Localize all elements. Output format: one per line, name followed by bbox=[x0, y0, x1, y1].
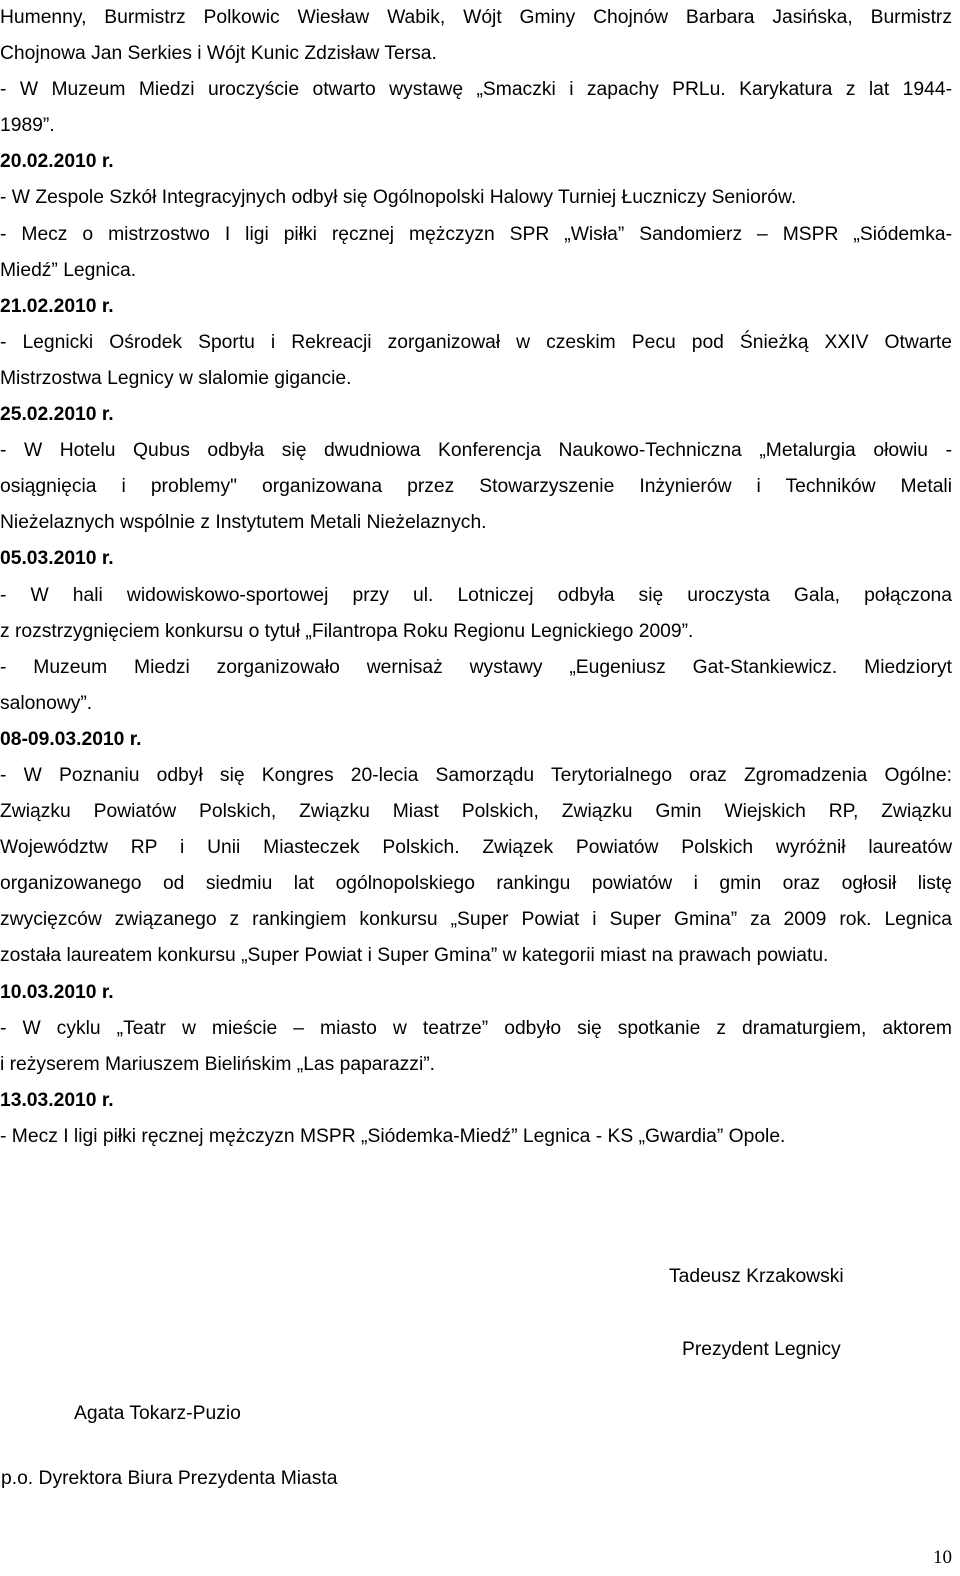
date-heading: 25.02.2010 r. bbox=[0, 404, 114, 426]
date-heading: 21.02.2010 r. bbox=[0, 295, 114, 317]
text-line: salonowy”. bbox=[0, 692, 93, 714]
text-line: - W Hotelu Qubus odbyła się dwudniowa Konferencja Naukowo-Techniczna „Metalurgia ołowiu - bbox=[0, 440, 952, 462]
text-line: Chojnowa Jan Serkies i Wójt Kunic Zdzisław Tersa. bbox=[0, 43, 437, 65]
text-line: - W Zespole Szkół Integracyjnych odbył się Ogólnopolski Halowy Turniej Łuczniczy Seniorów. bbox=[0, 187, 797, 209]
text-line: Związku Powiatów Polskich, Związku Miast Polskich, Związku Gmin Wiejskich RP, Związku bbox=[0, 801, 952, 823]
text-line: - Legnicki Ośrodek Sportu i Rekreacji zorganizował w czeskim Pecu pod Śnieżką XXIV Otwarte bbox=[0, 331, 952, 353]
date-heading: 20.02.2010 r. bbox=[0, 151, 114, 173]
text-line: Mistrzostwa Legnicy w slalomie gigancie. bbox=[0, 367, 352, 389]
date-heading: 13.03.2010 r. bbox=[0, 1089, 114, 1111]
text-line: osiągnięcia i problemy" organizowana przez Stowarzyszenie Inżynierów i Techników Metali bbox=[0, 476, 952, 498]
text-line: z rozstrzygnięciem konkursu o tytuł „Filantropa Roku Regionu Legnickiego 2009”. bbox=[0, 620, 694, 642]
text-line: zwycięzców związanego z rankingiem konkursu „Super Powiat i Super Gmina” za 2009 rok. Legnica bbox=[0, 909, 952, 931]
prepared-by-name: Agata Tokarz-Puzio bbox=[74, 1403, 241, 1424]
text-line: - Mecz o mistrzostwo I ligi piłki ręcznej mężczyzn SPR „Wisła” Sandomierz – MSPR „Siódemka- bbox=[0, 223, 952, 245]
text-line: 1989”. bbox=[0, 115, 55, 137]
text-line: - W Muzeum Miedzi uroczyście otwarto wystawę „Smaczki i zapachy PRLu. Karykatura z lat 1944- bbox=[0, 79, 952, 101]
date-heading: 08-09.03.2010 r. bbox=[0, 728, 142, 750]
text-line: - Mecz I ligi piłki ręcznej mężczyzn MSPR „Siódemka-Miedź” Legnica - KS „Gwardia” Opole. bbox=[0, 1125, 786, 1147]
page-number: 10 bbox=[933, 1547, 952, 1568]
text-line: i reżyserem Mariuszem Bielińskim „Las paparazzi”. bbox=[0, 1053, 436, 1075]
text-line: - W Poznaniu odbył się Kongres 20-lecia Samorządu Terytorialnego oraz Zgromadzenia Ogólne: bbox=[0, 764, 952, 786]
text-line: Humenny, Burmistrz Polkowic Wiesław Wabik, Wójt Gminy Chojnów Barbara Jasińska, Burmistrz bbox=[0, 7, 952, 28]
text-line: - Muzeum Miedzi zorganizowało wernisaż wystawy „Eugeniusz Gat-Stankiewicz. Miedzioryt bbox=[0, 656, 952, 678]
text-line: Miedź” Legnica. bbox=[0, 259, 137, 281]
text-line: organizowanego od siedmiu lat ogólnopolskiego rankingu powiatów i gmin oraz ogłosił listę bbox=[0, 873, 952, 895]
date-heading: 05.03.2010 r. bbox=[0, 548, 114, 570]
signatory-name: Tadeusz Krzakowski bbox=[669, 1266, 844, 1287]
text-line: została laureatem konkursu „Super Powiat i Super Gmina” w kategorii miast na prawach powiatu. bbox=[0, 945, 829, 967]
text-line: - W cyklu „Teatr w mieście – miasto w teatrze” odbyło się spotkanie z dramaturgiem, aktorem bbox=[0, 1017, 952, 1039]
text-line: Nieżelaznych wspólnie z Instytutem Metali Nieżelaznych. bbox=[0, 512, 487, 534]
signatory-title: Prezydent Legnicy bbox=[682, 1339, 841, 1360]
date-heading: 10.03.2010 r. bbox=[0, 981, 114, 1003]
text-line: Województw RP i Unii Miasteczek Polskich. Związek Powiatów Polskich wyróżnił laureatów bbox=[0, 837, 952, 859]
prepared-by-title: p.o. Dyrektora Biura Prezydenta Miasta bbox=[1, 1468, 338, 1489]
text-line: - W hali widowiskowo-sportowej przy ul. Lotniczej odbyła się uroczysta Gala, połączona bbox=[0, 584, 952, 606]
